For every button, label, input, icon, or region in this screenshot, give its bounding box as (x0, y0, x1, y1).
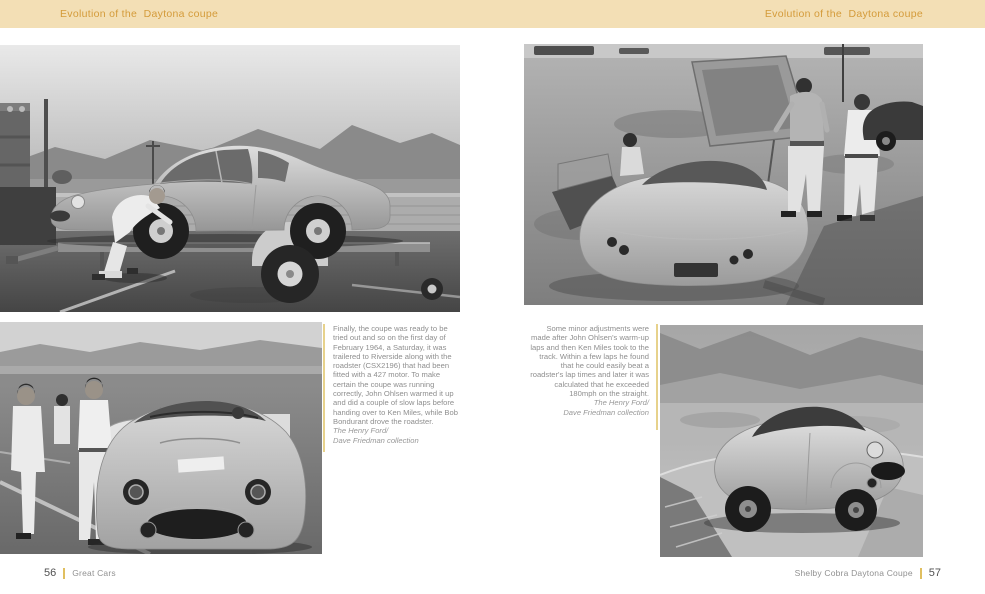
photo-coupe-on-track (660, 325, 923, 557)
photo-coupe-front-paddock (0, 322, 322, 554)
caption-rule-right (656, 324, 658, 430)
caption-left-body: Finally, the coupe was ready to be tried out and so on the first day of February 1964, a Saturday, it was trailered to Riverside along with the roadster (CSX2196) that had been fitted with a 427 motor. To make certain the coupe was running correctly, John Ohlsen warmed it up and did a couple of slow laps before handing over to Ken Miles, while Bob Bondurant drove the roadster. (333, 324, 458, 426)
caption-left-credit-2: Dave Friedman collection (333, 435, 419, 445)
page-number-left: 56 (44, 567, 57, 579)
running-head-right: Evolution of the Daytona coupe (764, 8, 923, 20)
caption-right-credit-2: Dave Friedman collection (563, 407, 649, 417)
folio-divider-left (63, 568, 65, 579)
caption-left-credit-1: The Henry Ford/ (333, 426, 389, 436)
page-number-right: 57 (928, 567, 941, 579)
folio-left (44, 567, 116, 579)
running-head-left: Evolution of the Daytona coupe (60, 8, 219, 20)
photo-coupe-hood-open (524, 44, 923, 305)
chapter-title: Shelby Cobra Daytona Coupe (794, 568, 913, 578)
photo-coupe-on-trailer (0, 45, 460, 312)
book-title: Great Cars (72, 568, 116, 578)
caption-rule-left (323, 324, 325, 452)
caption-right-credit-1: The Henry Ford/ (593, 398, 649, 408)
folio-right (795, 567, 941, 579)
folio-divider-right (920, 568, 922, 579)
caption-right (527, 324, 649, 417)
caption-right-body: Some minor adjustments were made after John Ohlsen's warm-up laps and then Ken Miles took to the track. Within a few laps he found that he could easily beat a roadster's lap times and later it was calculated that he exceeded 180mph on the straight. (530, 324, 649, 399)
caption-left (333, 324, 464, 445)
